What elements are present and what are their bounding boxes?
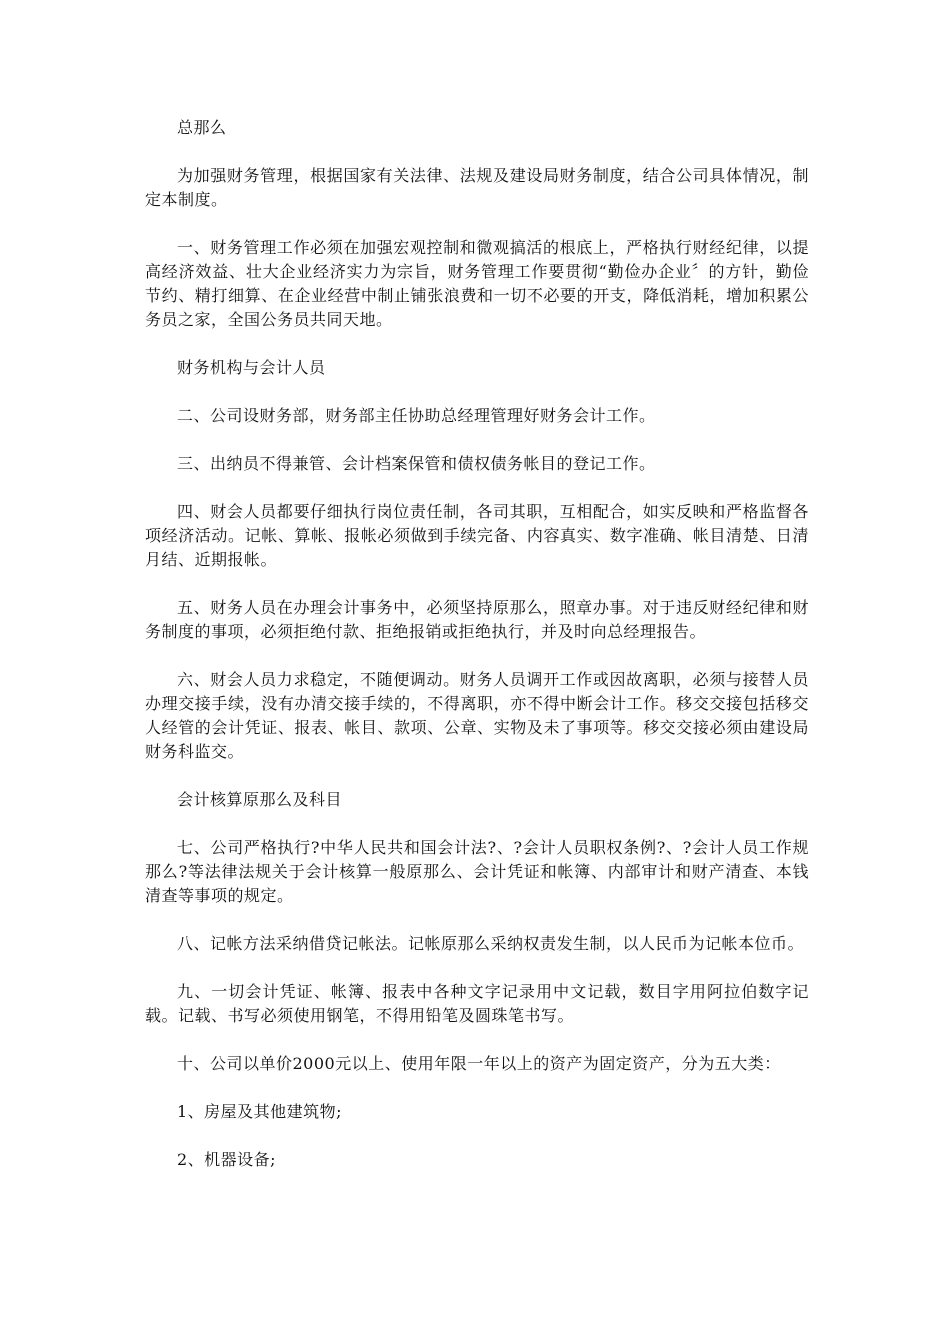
paragraph-article-9: 九、一切会计凭证、帐簿、报表中各种文字记录用中文记载，数目字用阿拉伯数字记载。记载、书写必须使用钢笔，不得用铅笔及圆珠笔书写。 xyxy=(145,982,809,1025)
paragraph-article-2: 二、公司设财务部，财务部主任协助总经理管理好财务会计工作。 xyxy=(177,406,656,425)
paragraph-article-6: 六、财会人员力求稳定，不随便调动。财务人员调开工作或因故离职，必须与接替人员办理交接手续，没有办清交接手续的，不得离职，亦不得中断会计工作。移交交接包括移交人经管的会计凭证、报表、帐目、款项、公章、实物及未了事项等。移交交接必须由建设局财务科监交。 xyxy=(145,670,809,761)
paragraph-intro: 为加强财务管理，根据国家有关法律、法规及建设局财务制度，结合公司具体情况，制定本制度。 xyxy=(145,166,809,209)
document-body xyxy=(145,116,809,1196)
paragraph-article-10: 十、公司以单价2000元以上、使用年限一年以上的资产为固定资产，分为五大类： xyxy=(177,1054,781,1073)
list-item-1: 1、房屋及其他建筑物; xyxy=(177,1102,343,1121)
paragraph-article-3: 三、出纳员不得兼管、会计档案保管和债权债务帐目的登记工作。 xyxy=(177,454,656,473)
section-heading-accounting: 会计核算原那么及科目 xyxy=(177,790,343,809)
paragraph-article-4: 四、财会人员都要仔细执行岗位责任制，各司其职，互相配合，如实反映和严格监督各项经济活动。记帐、算帐、报帐必须做到手续完备、内容真实、数字准确、帐目清楚、日清月结、近期报帐。 xyxy=(145,502,809,569)
paragraph-article-5: 五、财务人员在办理会计事务中，必须坚持原那么，照章办事。对于违反财经纪律和财务制度的事项，必须拒绝付款、拒绝报销或拒绝执行，并及时向总经理报告。 xyxy=(145,598,809,641)
paragraph-article-7: 七、公司严格执行?中华人民共和国会计法?、?会计人员职权条例?、?会计人员工作规那么?等法律法规关于会计核算一般原那么、会计凭证和帐簿、内部审计和财产清查、本钱清查等事项的规定。 xyxy=(145,838,809,905)
paragraph-article-8: 八、记帐方法采纳借贷记帐法。记帐原那么采纳权责发生制，以人民币为记帐本位币。 xyxy=(177,934,805,953)
section-heading-general: 总那么 xyxy=(177,118,227,137)
paragraph-article-1: 一、财务管理工作必须在加强宏观控制和微观搞活的根底上，严格执行财经纪律，以提高经济效益、壮大企业经济实力为宗旨，财务管理工作要贯彻“勤俭办企业〞的方针，勤俭节约、精打细算、在企业经营中制止铺张浪费和一切不必要的开支，降低消耗，增加积累公务员之家，全国公务员共同天地。 xyxy=(145,238,809,329)
section-heading-finance-staff: 财务机构与会计人员 xyxy=(177,358,326,377)
list-item-2: 2、机器设备; xyxy=(177,1150,277,1169)
